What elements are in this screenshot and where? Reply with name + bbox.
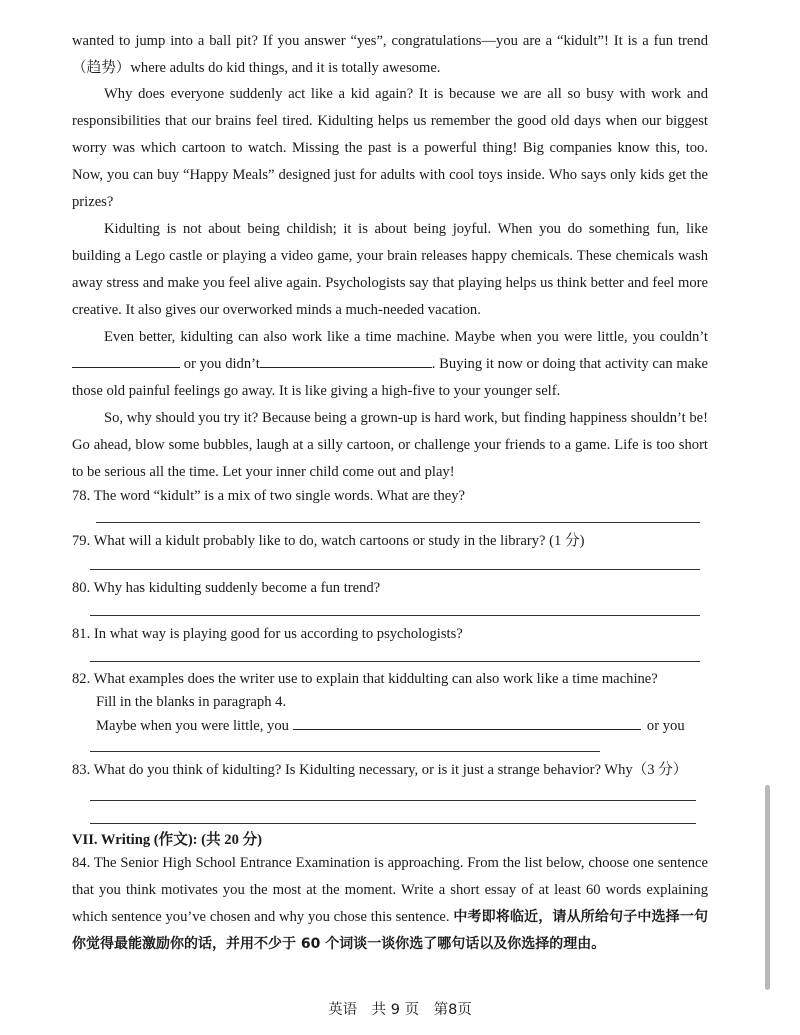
question-81: 81. In what way is playing good for us according to psychologists? (72, 626, 463, 642)
passage-paragraph-4: So, why should you try it? Because being a grown-up is hard work, but finding happiness shouldn’t be! Go ahead, blow some bubbles, laugh at a silly cartoon, or challenge your friends to a game. Life is too short to be serious all the time. Let your inner child come out and play! (72, 410, 708, 480)
answer-line-83-2[interactable] (90, 823, 696, 824)
answer-line-78[interactable] (96, 522, 700, 523)
question-84: 84. The Senior High School Entrance Examination is approaching. From the list below, choose one sentence that you think motivates you the most at the moment. Write a short essay of at least 60 words explaining which sentence you’ve chosen and why you chose this sentence. 中考即将临近，请从所给句子中选择一句你觉得最能激励你的话，并用不少于 60 个词谈一谈你选了哪句话以及你选择的理由。 (72, 855, 708, 952)
scrollbar[interactable] (765, 785, 770, 990)
question-82: 82. What examples does the writer use to explain that kiddulting can also work like a time machine? (72, 671, 658, 687)
answer-line-79[interactable] (90, 569, 700, 570)
passage-paragraph-1: Why does everyone suddenly act like a kid again? It is because we are all so busy with work and responsibilities that our brains feel tired. Kidulting helps us remember the good old days when our biggest worry was which cartoon to watch. Missing the past is a powerful thing! Big companies know this, too. Now, you can buy “Happy Meals” designed just for adults with cool toys inside. Who says only kids get the prizes? (72, 86, 708, 210)
answer-blank-82-2[interactable] (90, 751, 600, 752)
section-heading-writing: VII. Writing (作文): (共 20 分) (72, 832, 262, 848)
question-80: 80. Why has kidulting suddenly become a fun trend? (72, 580, 381, 596)
question-79: 79. What will a kidult probably like to do, watch cartoons or study in the library? (1 分) (72, 533, 585, 549)
fill-blank-2[interactable] (260, 353, 432, 368)
question-83: 83. What do you think of kidulting? Is Kidulting necessary, or is it just a strange behavior? Why（3 分） (72, 762, 688, 778)
question-78: 78. The word “kidult” is a mix of two single words. What are they? (72, 488, 465, 504)
answer-line-83-1[interactable] (90, 800, 696, 801)
passage-paragraph-2: Kidulting is not about being childish; it is about being joyful. When you do something fun, like building a Lego castle or playing a video game, your brain releases happy chemicals. These chemicals wash away stress and make you feel alive again. Psychologists say that playing helps us think better and feel more creative. It also gives our overworked minds a much-needed vacation. (72, 221, 708, 318)
answer-blank-82-1[interactable] (293, 715, 641, 730)
page-footer: 英语 共 9 页 第8页 (328, 1002, 472, 1018)
question-82-instruction: Fill in the blanks in paragraph 4. (96, 694, 287, 710)
answer-line-81[interactable] (90, 661, 700, 662)
passage-paragraph-0: wanted to jump into a ball pit? If you answer “yes”, congratulations—you are a “kidult”! It is a fun trend（趋势）where adults do kid things, and it is totally awesome. (72, 33, 708, 76)
answer-line-80[interactable] (90, 615, 700, 616)
passage-paragraph-3: Even better, kidulting can also work like a time machine. Maybe when you were little, you couldn’t or you didn’t . Buying it now or doing that activity can make those old painful feelings go away. It is like giving a high-five to your younger self. (72, 329, 708, 399)
fill-blank-1[interactable] (72, 353, 180, 368)
question-82-sentence: Maybe when you were little, you or you (96, 715, 716, 736)
